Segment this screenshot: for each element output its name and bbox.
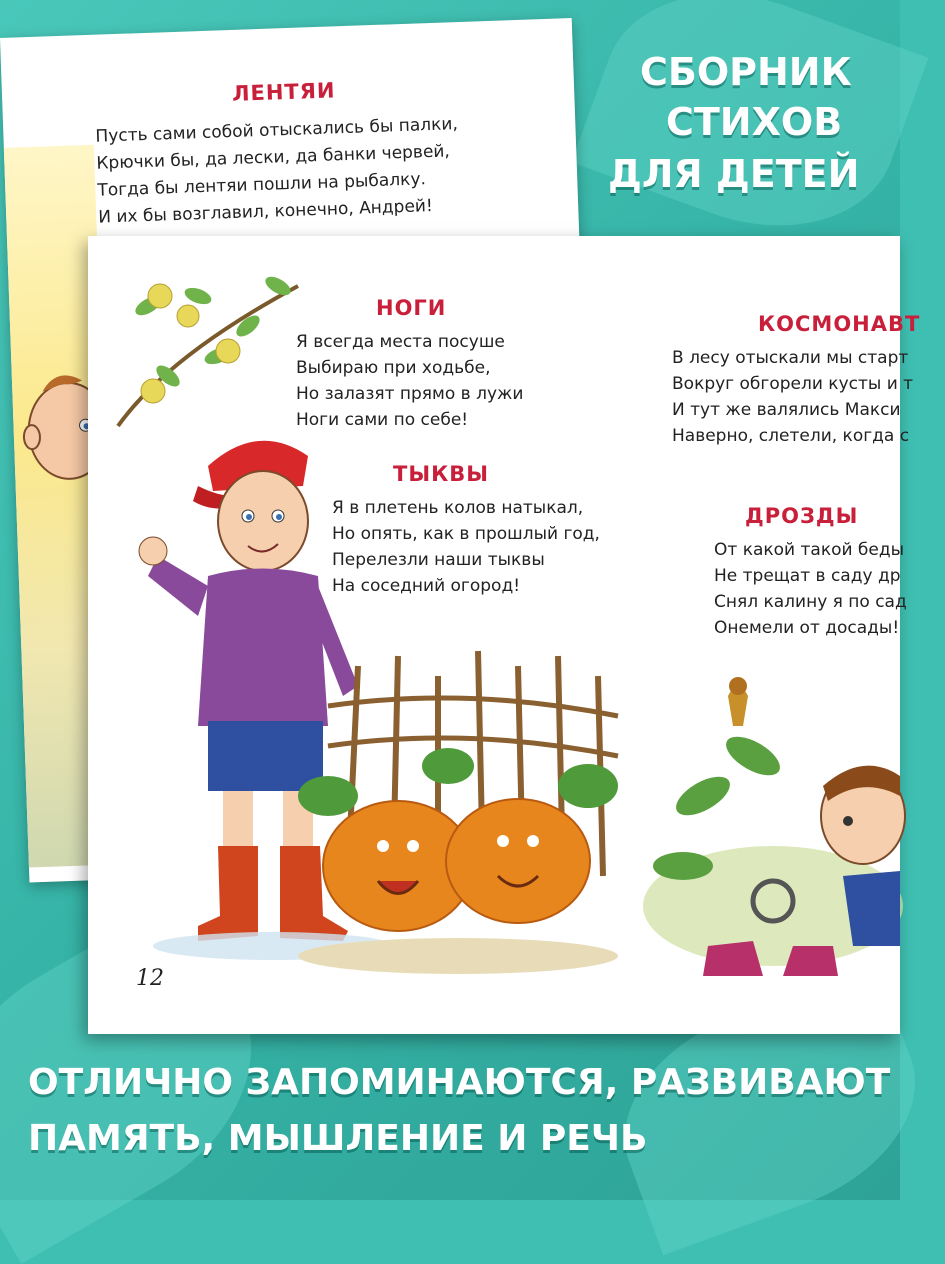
poem-line: Крючки бы, да лески, да банки червей, bbox=[96, 141, 451, 174]
poem-title-tykvy: ТЫКВЫ bbox=[393, 462, 490, 486]
poem-line: Я в плетень колов натыкал, bbox=[332, 498, 584, 518]
poem-title-lentyai: ЛЕНТЯИ bbox=[231, 78, 336, 106]
poem-line: Онемели от досады! bbox=[714, 618, 900, 638]
slogan-line: ПАМЯТЬ, МЫШЛЕНИЕ И РЕЧЬ bbox=[28, 1118, 648, 1159]
poem-title-drozdy: ДРОЗДЫ bbox=[745, 504, 859, 528]
boy-with-magnifier-illustration bbox=[643, 646, 900, 986]
poem-line: И их бы возглавил, конечно, Андрей! bbox=[97, 196, 434, 228]
slogan-line: ОТЛИЧНО ЗАПОМИНАЮТСЯ, РАЗВИВАЮТ bbox=[28, 1062, 891, 1103]
poem-line: Снял калину я по сад bbox=[714, 592, 907, 612]
poem-line: И тут же валялись Макси bbox=[672, 400, 901, 420]
pumpkins-and-fence-illustration bbox=[288, 646, 628, 976]
page-number: 12 bbox=[136, 966, 164, 991]
poem-line: Ноги сами по себе! bbox=[296, 410, 469, 430]
poem-line: Не трещат в саду др bbox=[714, 566, 901, 586]
poem-line: От какой такой беды bbox=[714, 540, 905, 560]
poem-line: Вокруг обгорели кусты и т bbox=[672, 374, 914, 394]
headline-line: СТИХОВ bbox=[666, 100, 843, 144]
poem-line: Но залазят прямо в лужи bbox=[296, 384, 524, 404]
poem-line: Я всегда места посуше bbox=[296, 332, 505, 352]
apple-branch-illustration bbox=[108, 266, 308, 446]
poem-line: Но опять, как в прошлый год, bbox=[332, 524, 600, 544]
poem-line: Перелезли наши тыквы bbox=[332, 550, 545, 570]
poem-title-kosmonavt: КОСМОНАВТ bbox=[758, 312, 921, 336]
poem-line: Выбираю при ходьбе, bbox=[296, 358, 491, 378]
poem-line: На соседний огород! bbox=[332, 576, 521, 596]
poem-line: Пусть сами собой отыскались бы палки, bbox=[95, 114, 459, 147]
poem-line: В лесу отыскали мы старт bbox=[672, 348, 909, 368]
headline-line: СБОРНИК bbox=[640, 50, 852, 94]
headline-line: ДЛЯ ДЕТЕЙ bbox=[608, 152, 860, 196]
poem-title-nogi: НОГИ bbox=[376, 296, 447, 320]
poem-line: Тогда бы лентяи пошли на рыбалку. bbox=[97, 169, 427, 201]
front-book-page bbox=[88, 236, 921, 1034]
poem-line: Наверно, слетели, когда с bbox=[672, 426, 910, 446]
